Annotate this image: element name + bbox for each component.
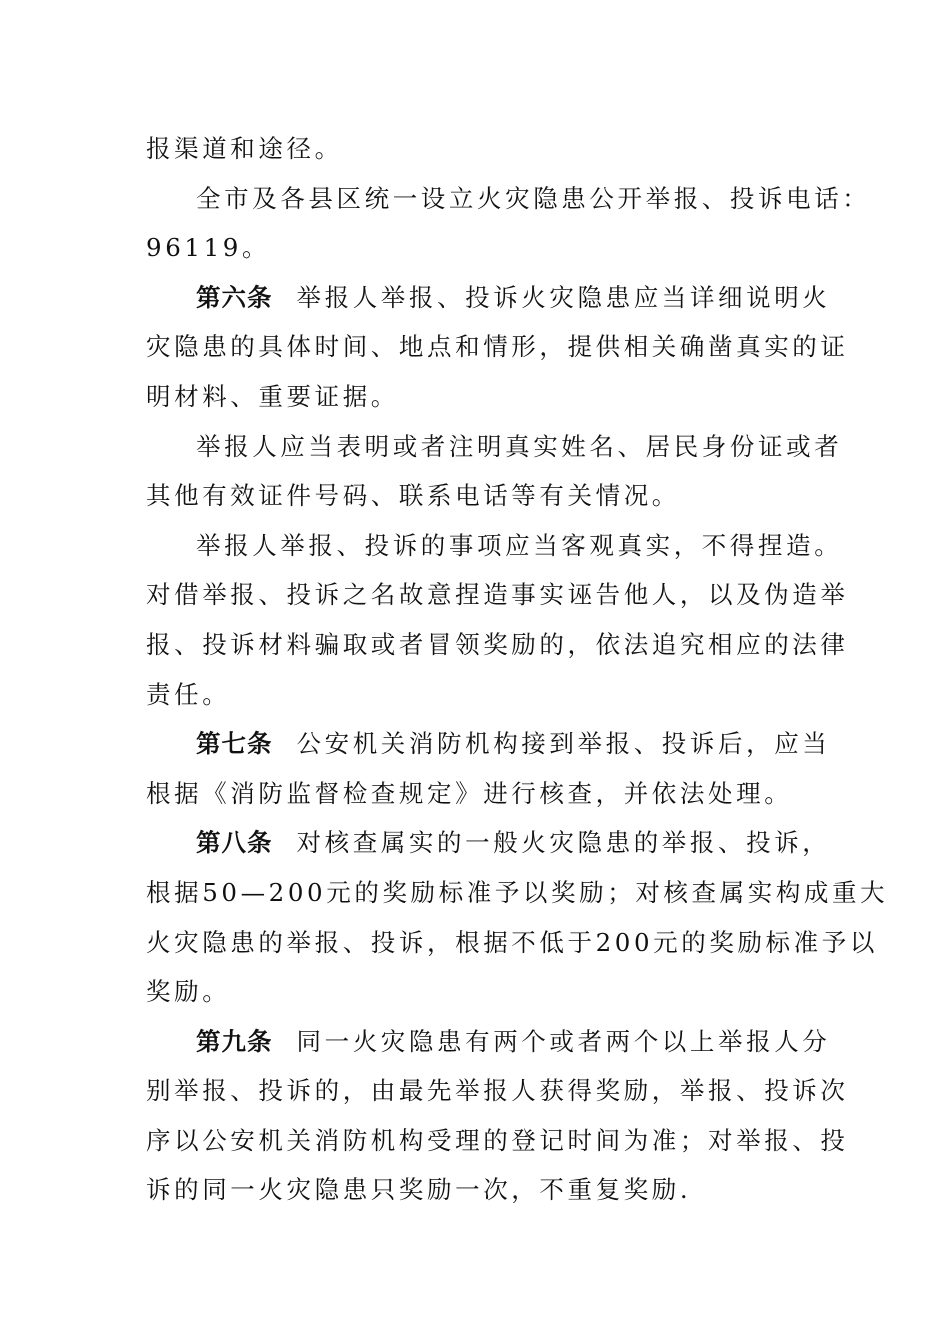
paragraph-line bbox=[146, 471, 812, 521]
paragraph-line bbox=[146, 868, 889, 918]
line-text: 火灾隐患的举报、投诉，根据不低于200元的奖励标准予以 bbox=[146, 927, 878, 957]
paragraph-line bbox=[146, 1116, 849, 1166]
hotline-number: 96119。 bbox=[146, 233, 271, 263]
paragraph-line bbox=[146, 670, 812, 720]
article-9-line bbox=[146, 1017, 831, 1067]
paragraph-line bbox=[146, 174, 871, 224]
article-6-line bbox=[146, 273, 831, 323]
article-8-line bbox=[146, 818, 831, 868]
line-text: 明材料、重要证据。 bbox=[146, 381, 399, 411]
paragraph-line bbox=[146, 124, 812, 174]
line-text: 全市及各县区统一设立火灾隐患公开举报、投诉电话： bbox=[196, 183, 871, 213]
article-7-line bbox=[146, 719, 831, 769]
paragraph-line bbox=[146, 918, 878, 968]
line-text: 报渠道和途径。 bbox=[146, 134, 343, 163]
line-text: 诉的同一火灾隐患只奖励一次，不重复奖励. bbox=[146, 1175, 692, 1205]
paragraph-line bbox=[146, 223, 812, 273]
line-text: 根据《消防监督检查规定》进行核查，并依法处理。 bbox=[146, 778, 793, 808]
paragraph-line bbox=[146, 521, 843, 571]
line-text: 序以公安机关消防机构受理的登记时间为准；对举报、投 bbox=[146, 1125, 849, 1155]
line-text: 举报人应当表明或者注明真实姓名、居民身份证或者 bbox=[196, 431, 843, 461]
line-text: 责任。 bbox=[146, 679, 231, 709]
line-text: 奖励。 bbox=[146, 977, 231, 1007]
line-text: 对核查属实的一般火灾隐患的举报、投诉， bbox=[296, 828, 831, 858]
paragraph-line bbox=[146, 769, 812, 819]
line-text: 公安机关消防机构接到举报、投诉后，应当 bbox=[296, 729, 831, 759]
line-text: 同一火灾隐患有两个或者两个以上举报人分 bbox=[296, 1026, 831, 1056]
paragraph-line bbox=[146, 322, 849, 372]
article-9-title: 第九条 bbox=[196, 1026, 273, 1056]
article-6-title: 第六条 bbox=[196, 282, 273, 312]
line-text: 根据50—200元的奖励标准予以奖励；对核查属实构成重大 bbox=[146, 877, 889, 907]
paragraph-line bbox=[146, 422, 843, 472]
paragraph-line bbox=[146, 1165, 812, 1215]
line-text: 对借举报、投诉之名故意捏造事实诬告他人，以及伪造举 bbox=[146, 580, 849, 610]
line-text: 其他有效证件号码、联系电话等有关情况。 bbox=[146, 481, 680, 511]
line-text: 报、投诉材料骗取或者冒领奖励的，依法追究相应的法律 bbox=[146, 629, 849, 659]
paragraph-line bbox=[146, 1066, 849, 1116]
article-8-title: 第八条 bbox=[196, 828, 273, 858]
document-body bbox=[146, 124, 889, 1215]
paragraph-line bbox=[146, 620, 849, 670]
paragraph-line bbox=[146, 570, 849, 620]
paragraph-line bbox=[146, 372, 812, 422]
line-text: 举报人举报、投诉的事项应当客观真实，不得捏造。 bbox=[196, 530, 843, 560]
line-text: 别举报、投诉的，由最先举报人获得奖励，举报、投诉次 bbox=[146, 1076, 849, 1106]
article-7-title: 第七条 bbox=[196, 729, 273, 759]
line-text: 举报人举报、投诉火灾隐患应当详细说明火 bbox=[296, 282, 831, 312]
paragraph-line bbox=[146, 967, 812, 1017]
line-text: 灾隐患的具体时间、地点和情形，提供相关确凿真实的证 bbox=[146, 332, 849, 362]
